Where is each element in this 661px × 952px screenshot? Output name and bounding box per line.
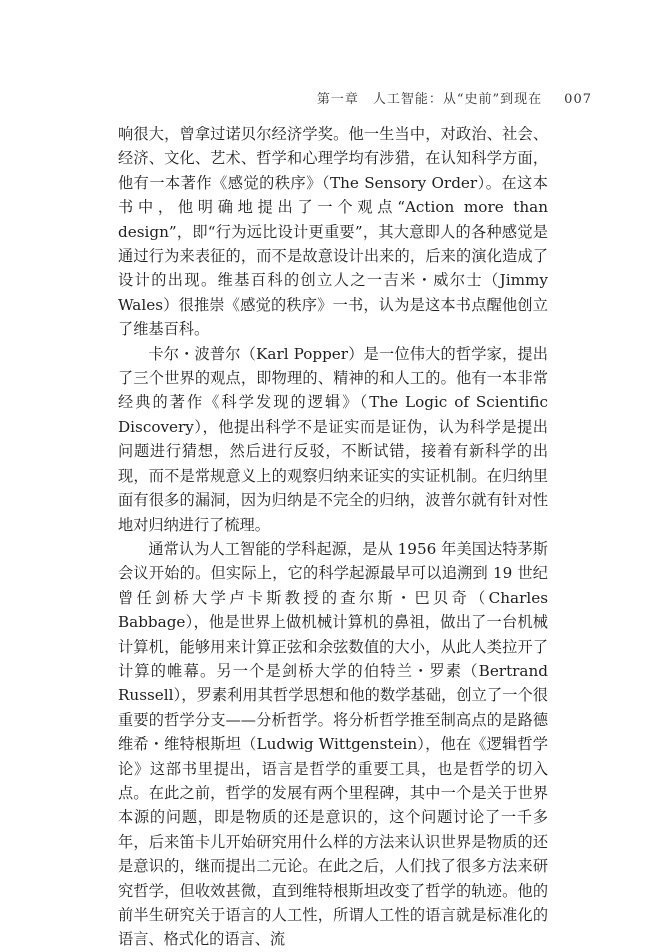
paragraph-hayek: 响很大，曾拿过诺贝尔经济学奖。他一生当中，对政治、社会、经济、文化、艺术、哲学和心理学均有涉猎，在认知科学方面，他有一本著作《感觉的秩序》（The Sensory Order）。在这本书中，他明确地提出了一个观点“Action more than design”，即“行为远比设计更重要”，其大意即人的各种感觉是通过行为来表征的，而不是故意设计出来的，后来的演化造成了设计的出现。维基百科的创立人之一吉米・威尔士（Jimmy Wales）很推崇《感觉的秩序》一书，认为是这本书点醒他创立了维基百科。 [118, 125, 548, 339]
chapter-title: 第一章 人工智能：从“史前”到现在 [316, 92, 543, 107]
paragraph-ai-origins: 通常认为人工智能的学科起源，是从 1956 年美国达特茅斯会议开始的。但实际上，它的科学起源最早可以追溯到 19 世纪曾任剑桥大学卢卡斯教授的查尔斯・巴贝奇（Charles Babbage），他是世界上做机械计算机的鼻祖，做出了一台机械计算机，能够用来计算正弦和余弦数值的大小，从此人类拉开了计算的帷幕。另一个是剑桥大学的伯特兰・罗素（Bertrand Russell），罗素利用其哲学思想和他的数学基础，创立了一个很重要的哲学分支——分析哲学。将分析哲学推至制高点的是路德维希・维特根斯坦（Ludwig Wittgenstein），他在《逻辑哲学论》这部书里提出，语言是哲学的重要工具，也是哲学的切入点。在此之前，哲学的发展有两个里程碑，其中一个是关于世界本源的问题，即是物质的还是意识的，这个问题讨论了一千多年，后来笛卡儿开始研究用什么样的方法来认识世界是物质的还是意识的，继而提出二元论。在此之后，人们找了很多方法来研究哲学，但收效甚微，直到维特根斯坦改变了哲学的轨迹。他的前半生研究关于语言的人工性，所谓人工性的语言就是标准化的语言、格式化的语言、流 [118, 539, 548, 949]
page-number: 007 [564, 92, 592, 107]
body-text [118, 122, 548, 952]
paragraph-popper: 卡尔・波普尔（Karl Popper）是一位伟大的哲学家，提出了三个世界的观点，即物理的、精神的和人工的。他有一本非常经典的著作《科学发现的逻辑》（The Logic of Scientific Discovery），他提出科学不是证实而是证伪，认为科学是提出问题进行猜想，然后进行反驳，不断试错，接着有新科学的出现，而不是常规意义上的观察归纳来证实的实证机制。在归纳里面有很多的漏洞，因为归纳是不完全的归纳，波普尔就有针对性地对归纳进行了梳理。 [118, 344, 548, 534]
running-header [118, 88, 592, 107]
